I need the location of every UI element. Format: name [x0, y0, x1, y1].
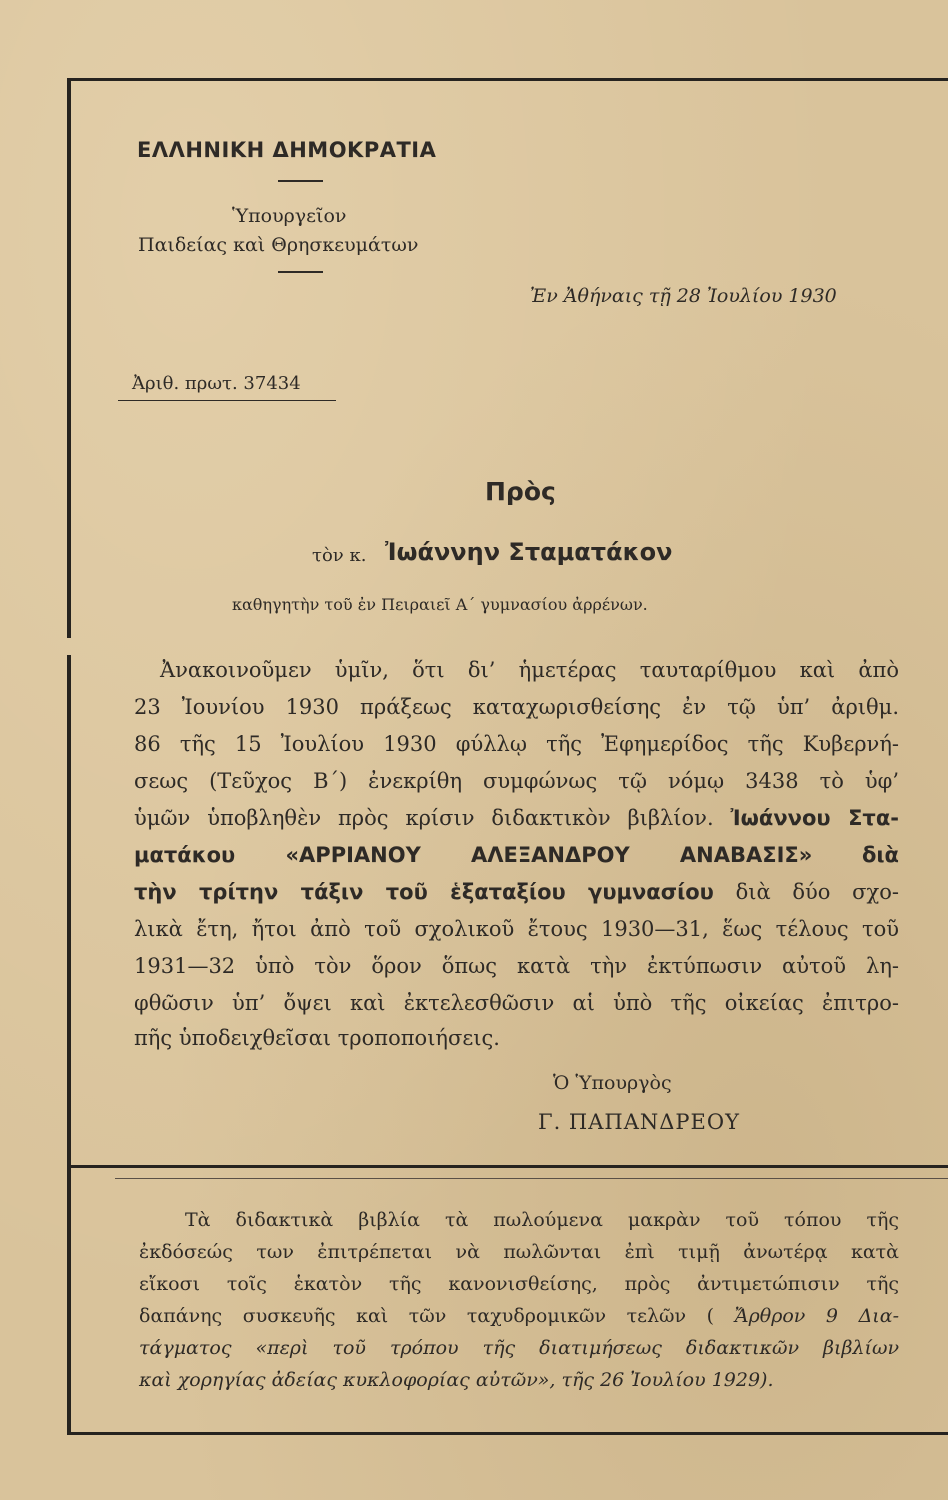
note-citation: Ἄρθρον 9 Δια-: [734, 1305, 899, 1327]
body-line: Ἀνακοινοῦμεν ὑμῖν, ὅτι δι’ ἡμετέρας ταυταρίθμου καὶ ἀπὸ: [160, 658, 899, 682]
note-line: Τὰ διδακτικὰ βιβλία τὰ πωλούμενα μακρὰν τοῦ τόπου τῆς: [185, 1209, 899, 1231]
header-rule-2: [278, 271, 323, 273]
body-line: λικὰ ἔτη, ἤτοι ἀπὸ τοῦ σχολικοῦ ἔτους 1930—31, ἕως τέλους τοῦ: [134, 917, 899, 941]
frame-divider-thin: [115, 1178, 948, 1179]
signature-name: Γ. ΠΑΠΑΝΔΡΕΟΥ: [538, 1110, 740, 1134]
note-line: [139, 1300, 899, 1332]
body-line: πῆς ὑποδειχθεῖσαι τροποποιήσεις.: [134, 1026, 500, 1050]
frame-left-border-lower: [67, 655, 71, 1435]
grade-text: τὴν τρίτην τάξιν τοῦ ἑξαταξίου γυμνασίου: [134, 880, 714, 904]
header-rule-1: [278, 180, 323, 182]
frame-left-border-upper: [67, 78, 71, 638]
note-line: εἴκοσι τοῖς ἑκατὸν τῆς κανονισθείσης, πρὸς ἀντιμετώπισιν τῆς: [139, 1273, 899, 1295]
ministry-line-1: Ὑπουργεῖον: [232, 205, 347, 227]
state-heading: ΕΛΛΗΝΙΚΗ ΔΗΜΟΚΡΑΤΙΑ: [137, 138, 437, 162]
author-name: Ἰωάννου Στα-: [730, 806, 899, 830]
body-text-bold: διὰ: [861, 843, 899, 867]
body-line: [134, 800, 899, 836]
body-line: φθῶσιν ὑπ’ ὄψει καὶ ἐκτελεσθῶσιν αἱ ὑπὸ τῆς οἰκείας ἐπιτρο-: [134, 991, 899, 1015]
body-text: ὑμῶν ὑποβληθὲν πρὸς κρίσιν διδακτικὸν βιβλίον.: [134, 806, 714, 830]
note-citation: καὶ χορηγίας ἀδείας κυκλοφορίας αὐτῶν», τῆς 26 Ἰουλίου 1929).: [139, 1369, 774, 1391]
protocol-underline: [118, 400, 336, 401]
ministry-line-2: Παιδείας καὶ Θρησκευμάτων: [138, 234, 419, 256]
recipient-name: Ἰωάννην Σταματάκον: [385, 538, 673, 566]
note-line: [139, 1332, 899, 1364]
body-line: [134, 874, 899, 910]
book-title: ματάκου «ΑΡΡΙΑΝΟΥ ΑΛΕΞΑΝΔΡΟΥ ΑΝΑΒΑΣΙΣ»: [134, 843, 813, 867]
frame-bottom-border: [67, 1432, 948, 1435]
body-line: 86 τῆς 15 Ἰουλίου 1930 φύλλῳ τῆς Ἐφημερίδος τῆς Κυβερνή-: [134, 732, 899, 756]
address-to: Πρὸς: [485, 477, 556, 506]
protocol-number: Ἀριθ. πρωτ. 37434: [132, 373, 301, 394]
body-line: 23 Ἰουνίου 1930 πράξεως καταχωρισθείσης ἐν τῷ ὑπ’ ἀριθμ.: [134, 695, 899, 719]
note-text: δαπάνης συσκευῆς καὶ τῶν ταχυδρομικῶν τελῶν (: [139, 1305, 715, 1327]
body-text: διὰ δύο σχο-: [735, 880, 899, 904]
signature-title: Ὁ Ὑπουργὸς: [553, 1072, 672, 1094]
body-line: 1931—32 ὑπὸ τὸν ὅρον ὅπως κατὰ τὴν ἐκτύπωσιν αὐτοῦ λη-: [134, 954, 899, 978]
letter-date: Ἐν Ἀθήναις τῇ 28 Ἰουλίου 1930: [530, 285, 837, 307]
body-line: σεως (Τεῦχος Β΄) ἐνεκρίθη συμφώνως τῷ νόμῳ 3438 τὸ ὑφ’: [134, 769, 899, 793]
note-line: [139, 1364, 899, 1396]
body-line: [134, 837, 899, 873]
frame-top-border: [67, 78, 948, 81]
recipient-role: καθηγητὴν τοῦ ἐν Πειραιεῖ Α΄ γυμνασίου ἀρρένων.: [232, 595, 648, 614]
recipient-prefix: τὸν κ.: [312, 545, 367, 566]
note-citation: τάγματος «περὶ τοῦ τρόπου τῆς διατιμήσεως διδακτικῶν βιβλίων: [139, 1337, 899, 1359]
note-line: ἐκδόσεώς των ἐπιτρέπεται νὰ πωλῶνται ἐπὶ τιμῇ ἀνωτέρᾳ κατὰ: [139, 1241, 899, 1263]
frame-divider: [67, 1165, 948, 1168]
